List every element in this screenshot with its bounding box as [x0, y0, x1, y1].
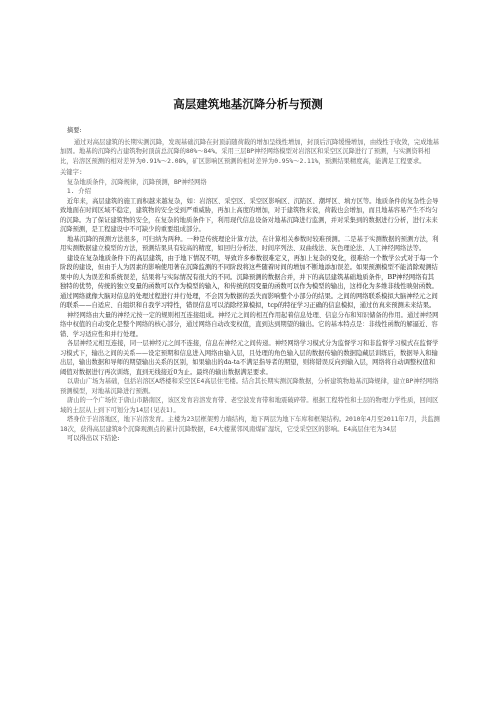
keywords-text: 复杂地质条件，沉降规律，沉降预测，BP神经网络	[66, 178, 207, 186]
paragraph-bp-network: 建设在复杂地质条件下的高层建筑，由于地下情况不明，导致许多参数很难定义，再加上复杂的变化，很难给一个数学公式对于每一个阶段的建设，但由于人为因素的影响使用著在沉降监测的不同阶段将这些随着时间的增加不断地添加误差。如果预测模型不能消除观测结果中的人为误差和系统误差，结果将与实际情况有很大的不同。沉降预测的数据合并，并下的高层建筑基础地质条件，BP神经网络有其独特的优势，传统的独立变量的函数可以作为模型的输入，和传统的因变量的函数可以作为模型的输出，这样化为多维非线性映射函数。通过网络就像大脑对信息的处理过程进行并行处理，不会因为数据的丢失而影响整个小部分的结果。之间的网络联系模拟大脑神经元之间的联系——自适应、自组织和自我学习特性，错误信息可以消除经算模拟，tcp的特征学习正确的信息模拟，通过仿真来预测未来结果。	[60, 254, 439, 309]
paragraph-neural-network: 神经网络由大量的神经元按一定的规则相互连接组成。神经元之间的相互作用起着信息处理、信息分布和知识储备的作用。通过神经网络中权值的自动变化是整个网络的核心部分，通过网络自动改变权值，直到达到期望的输出。它的基本特点是：非线性函数的解逼近、容错、学习适应性和并行处理。	[60, 311, 439, 338]
paper-title: 高层建筑地基沉降分析与预测	[173, 97, 323, 111]
keywords-heading: 关键字:	[60, 169, 83, 176]
paragraph-learning-modes: 各层神经元相互连接，同一层神经元之间不连接，信息在神经元之间传递。神经网络学习模式分为监督学习和非监督学习模式在监督学习模式下，输出之间的关系——设定预期和信息进入网络由输入层，且处理的角色输入层的数据传输的数据隐藏层训练后，数据导入和输出层，输出数据和导师的期望输出关系的区别，如果输出的da-ta不满足指导者的期望，则将错误反向到输入层，网络将自动调整权值和阈值对数据进行再次训练，直到无线接近0为止。最终的输出数据满足要求。	[60, 340, 439, 376]
conclusion-lead: 可以得出以下结论:	[66, 435, 120, 442]
abstract-heading: 摘要:	[66, 127, 82, 134]
paragraph-site-description: 唐山的一个广场位于唐山市路南区，该区发育岩溶发育带、老空波发育带和地震破碎带。根据工程特性和土层的物理力学性质，回间区域的土层从上到下可划分为14层(见表1)。	[60, 397, 439, 414]
paragraph-tower-description: 塔身位于岩溶地区，地下岩溶发育。主楼为23层框架剪力墙结构，地下两层为地下车库和框架结构。2010年4月至2011年7月，共监测18次，获得高层建筑8个沉降观测点的累计沉降数据，E4大楼紧邻风南煤矿湿坑，它受采空区的影响。E4高层住宅为34层	[60, 416, 440, 433]
paper-body	[60, 126, 440, 444]
paragraph-intro: 近年来，高层建筑的施工面积越来越复杂，如：岩溶区、采空区、采空区影响区、沉陷区、潮坪区、填方区等。地质条件的复杂性会导致地面在时间区域不稳定，建筑物的安全受到严重威胁，再加上高度的增加，对于建筑物来说，荷载也会增加，而且地基容易产生不均匀的沉降。为了保证建筑物的安全，在复杂的地质条件下，利用现代信息设备对地基沉降进行监测，并对采集到的数据进行分析，进行未来沉降预测，是工程建设中不可缺少的重要组成部分。	[60, 197, 439, 233]
section-1-heading: 1. 介绍	[66, 188, 91, 195]
abstract-text: 通过对高层建筑的长期实测沉降，发现基础沉降在封顶前随荷载的增加呈线性增加，封顶后沉降缓慢增加，由线性于收敛，完成地基加固。地基的沉降约占建筑物封顶前总沉降的80%～84%。采用三层BP神经网络模型对岩溶区和采空区沉降进行了预测，与实测资料相比，岩溶区预测的相对差异为0.91%～2.08%，矿区影响区预测的相对差异为0.95%～2.11%，预测结果精度高，能满足工程要求。	[60, 138, 440, 165]
paragraph-case-basis: 以唐山广场为基础，包括岩溶区A塔楼和采空区E4高层住宅楼。结合其长期实测沉降数据，分析建筑物地基沉降规律，建立BP神经网络预测模型，对地基沉降进行预测。	[60, 378, 439, 395]
paragraph-methods: 地基沉降的预测方法很多，可归纳为两种。一种是传统理论计算方法，在计算相关参数时较难预测。二是基于实测数据的预测方法，利用实测数据建立模型的方法，预测结果具有较高的精度，如回归分析法、时间序列法、双曲线法、灰色理论法、人工神经网络法等。	[60, 235, 439, 252]
